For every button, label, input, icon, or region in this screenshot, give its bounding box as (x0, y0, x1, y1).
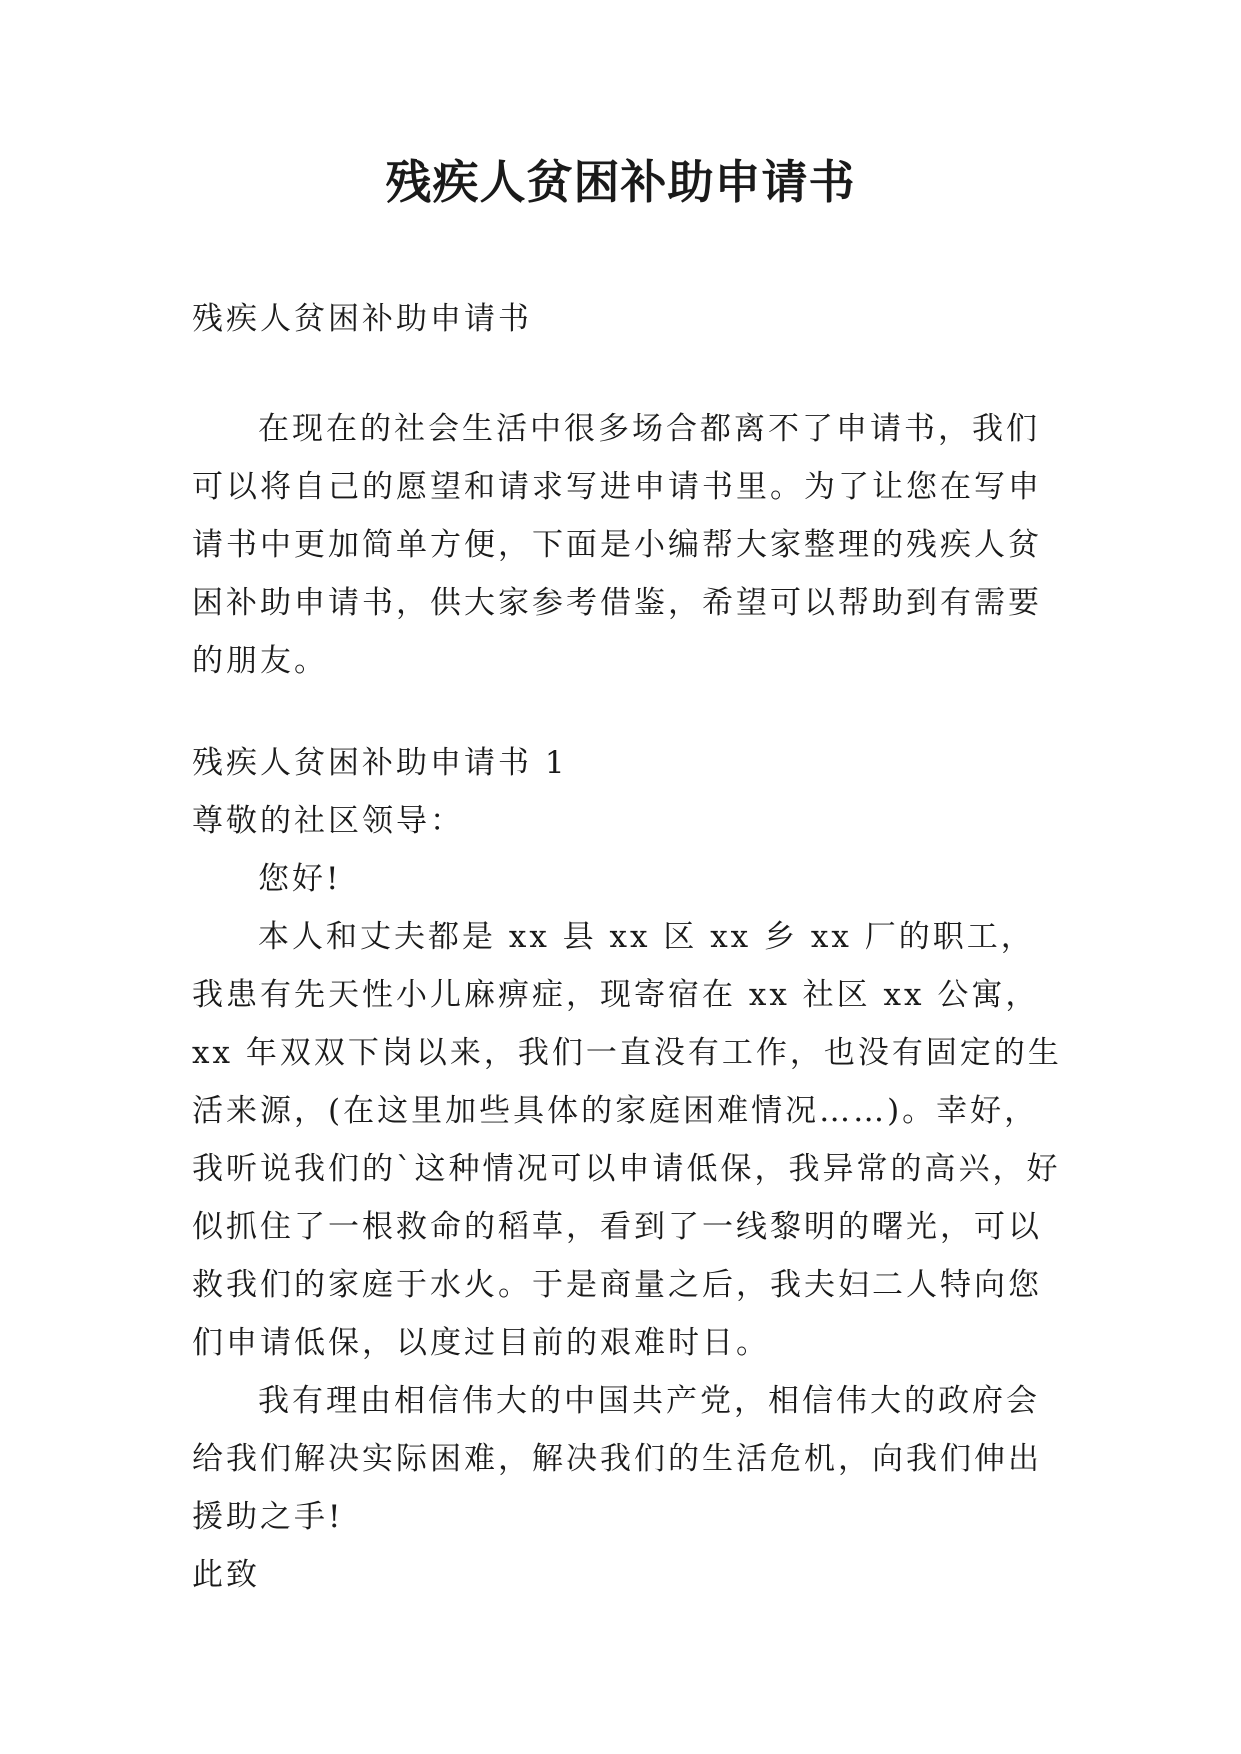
document-title: 残疾人贫困补助申请书 (385, 155, 856, 209)
body-paragraph-1: 本人和丈夫都是 xx 县 xx 区 xx 乡 xx 厂的职工，我患有先天性小儿麻痹症，现寄宿在 xx 社区 xx 公寓，xx 年双双下岗以来，我们一直没有工作，也没有固定的生活来源，(在这里加些具体的家庭困难情况……)。幸好，我听说我们的`这种情况可以申请低保，我异常的高兴，好似抓住了一根救命的稻草，看到了一线黎明的曙光，可以救我们的家庭于水火。于是商量之后，我夫妇二人特向您们申请低保，以度过目前的艰难时日。 (192, 919, 1062, 1361)
closing: 此致 (192, 1557, 260, 1593)
body-paragraph-2: 我有理由相信伟大的中国共产党，相信伟大的政府会给我们解决实际困难，解决我们的生活危机，向我们伸出援助之手! (192, 1383, 1042, 1535)
document-subtitle: 残疾人贫困补助申请书 (192, 301, 532, 337)
section-heading: 残疾人贫困补助申请书 1 (192, 745, 568, 781)
salutation: 尊敬的社区领导： (192, 803, 464, 839)
greeting: 您好! (258, 861, 342, 897)
document-body (192, 290, 1064, 1604)
intro-paragraph: 在现在的社会生活中很多场合都离不了申请书，我们可以将自己的愿望和请求写进申请书里。为了让您在写申请书中更加简单方便，下面是小编帮大家整理的残疾人贫困补助申请书，供大家参考借鉴，希望可以帮助到有需要的朋友。 (192, 411, 1042, 679)
